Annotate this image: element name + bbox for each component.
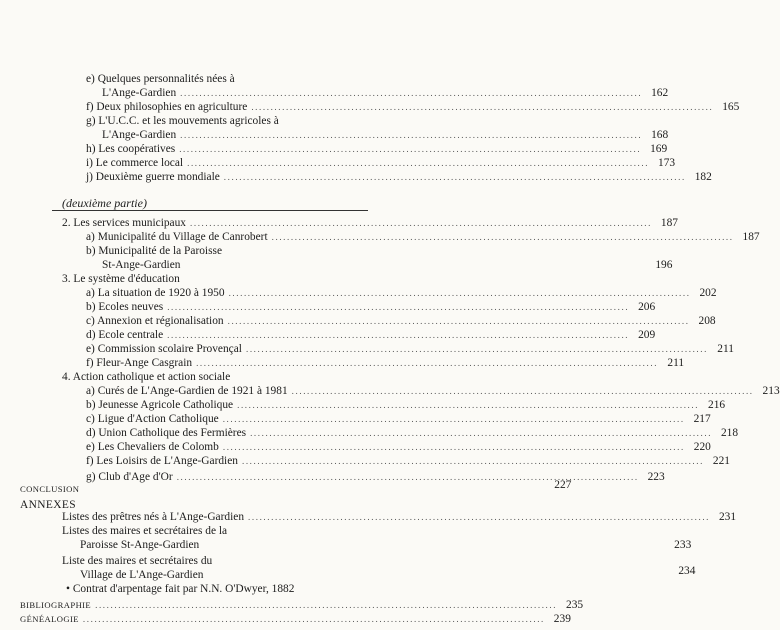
bibliographie-label: BIBLIOGRAPHIE	[20, 600, 92, 610]
toc-entry	[80, 565, 696, 582]
toc-entry-label: j) Deuxième guerre mondiale	[86, 171, 220, 183]
toc-top-level	[20, 598, 584, 612]
page-number: 196	[655, 259, 673, 271]
toc-entry-label: a) Municipalité du Village de Canrobert	[86, 231, 268, 243]
toc-entry	[86, 314, 716, 328]
leader-dots: ........................................................................................................................	[187, 158, 650, 168]
page-number: 187	[742, 231, 760, 243]
toc-entry-label: i) Le commerce local	[86, 157, 184, 169]
page-number: 217	[693, 413, 711, 425]
toc-entry-label: a) La situation de 1920 à 1950	[86, 287, 225, 299]
leader-dots: ........................................................................................................................	[241, 456, 704, 466]
page-number: 211	[667, 357, 685, 369]
toc-entry	[102, 86, 669, 100]
toc-entry-continuation: Village de L'Ange-Gardien	[80, 569, 204, 581]
page-number: 221	[712, 455, 730, 467]
toc-entry-label: f) Fleur-Ange Casgrain	[86, 357, 193, 369]
toc-entry-continuation: L'Ange-Gardien	[102, 129, 177, 141]
page-number: 211	[717, 343, 734, 355]
toc-entry-continuation: St-Ange-Gardien	[102, 259, 181, 271]
annexes-label: ANNEXES	[20, 499, 76, 511]
leader-dots: ........................................................................................................................	[250, 428, 713, 438]
page-number: 220	[693, 441, 711, 453]
toc-entry-label: a) Curés de L'Ange-Gardien de 1921 à 1981	[86, 385, 288, 397]
section-label: 2. Les services municipaux	[62, 217, 186, 229]
toc-entry-label: Listes des prêtres nés à L'Ange-Gardien	[62, 511, 245, 523]
page-number: 168	[651, 129, 669, 141]
toc-entry	[86, 230, 760, 244]
toc-entry	[86, 328, 656, 342]
leader-dots: ........................................................................................................................	[271, 232, 734, 242]
toc-entry-label: f) Les Loisirs de L'Ange-Gardien	[86, 455, 238, 467]
leader-dots: ........................................................................................................................	[95, 600, 558, 610]
page-number: 173	[658, 157, 676, 169]
toc-entry	[86, 412, 711, 426]
page-number: 187	[660, 217, 678, 229]
toc-entry	[86, 156, 676, 170]
genealogie-label: GÉNÉALOGIE	[20, 614, 79, 624]
page-number: 216	[708, 399, 726, 411]
toc-entry	[102, 258, 673, 272]
toc-entry-label: Liste des maires et secrétaires du	[62, 555, 213, 567]
toc-entry-label: e) Quelques personnalités nées à	[86, 73, 235, 85]
toc-entry	[86, 426, 739, 440]
page-number: 231	[718, 511, 737, 523]
page-number: 162	[651, 87, 669, 99]
page-number: 213	[762, 385, 780, 397]
toc-entry-label: g) L'U.C.C. et les mouvements agricoles à	[86, 115, 279, 127]
toc-entry-label: h) Les coopératives	[86, 143, 176, 155]
page-number: 182	[694, 171, 712, 183]
page-number: 235	[566, 599, 584, 611]
page-number: 234	[678, 565, 696, 577]
toc-entry	[80, 538, 692, 552]
page-number: 208	[698, 315, 716, 327]
leader-dots: ........................................................................................................................	[180, 88, 643, 98]
part-heading: (deuxième partie)	[62, 196, 147, 210]
toc-top-level	[20, 479, 572, 496]
toc-entry-label: Listes des maires et secrétaires de la	[62, 525, 228, 537]
toc-entry	[86, 170, 712, 184]
toc-entry-label: • Contrat d'arpentage fait par N.N. O'Dwyer, 1882	[66, 583, 295, 595]
leader-dots: ........................................................................................................................	[251, 102, 714, 112]
toc-entry-label: b) Jeunesse Agricole Catholique	[86, 399, 234, 411]
leader-dots: ........................................................................................................................	[291, 386, 754, 396]
page-number: 202	[699, 287, 717, 299]
toc-entry	[86, 100, 740, 114]
toc-entry-label: g) Club d'Age d'Or	[86, 471, 173, 483]
leader-dots: ........................................................................................................................	[222, 442, 685, 452]
section-label: 3. Le système d'éducation	[62, 273, 180, 285]
leader-dots: ........................................................................................................................	[222, 414, 685, 424]
divider	[52, 210, 368, 211]
toc-entry	[86, 384, 780, 398]
page-number: 239	[553, 613, 571, 625]
toc-entry	[86, 440, 711, 454]
leader-dots: ........................................................................................................................	[167, 302, 630, 312]
toc-top-level	[20, 612, 571, 626]
toc-entry	[86, 356, 685, 370]
leader-dots: ........................................................................................................................	[248, 512, 711, 522]
leader-dots: ........................................................................................................................	[223, 172, 686, 182]
toc-entry-label: f) Deux philosophies en agriculture	[86, 101, 248, 113]
toc-entry-label: d) Union Catholique des Fermières	[86, 427, 247, 439]
toc-entry	[102, 128, 669, 142]
toc-entry-continuation: L'Ange-Gardien	[102, 87, 177, 99]
toc-entry-label: c) Ligue d'Action Catholique	[86, 413, 219, 425]
toc-entry	[62, 510, 737, 524]
leader-dots: ........................................................................................................................	[179, 144, 642, 154]
page-number: 223	[647, 471, 665, 483]
leader-dots: ........................................................................................................................	[228, 288, 691, 298]
page-number: 218	[720, 427, 739, 439]
leader-dots: ........................................................................................................................	[167, 330, 630, 340]
toc-entry	[86, 142, 668, 156]
leader-dots: ........................................................................................................................	[245, 344, 708, 354]
conclusion-label: CONCLUSION	[20, 484, 80, 494]
toc-entry-label: c) Annexion et régionalisation	[86, 315, 224, 327]
leader-dots: ........................................................................................................................	[190, 218, 652, 228]
page-number: 233	[674, 539, 692, 551]
leader-dots: ........................................................................................................................	[180, 130, 643, 140]
page-number: 206	[638, 301, 656, 313]
page-number: 169	[650, 143, 668, 155]
toc-entry-label: e) Les Chevaliers de Colomb	[86, 441, 219, 453]
page-number: 227	[554, 479, 572, 491]
page-number: 165	[722, 101, 740, 113]
toc-entry-label: d) Ecole centrale	[86, 329, 164, 341]
leader-dots: ........................................................................................................................	[237, 400, 700, 410]
toc-entry-label: b) Ecoles neuves	[86, 301, 164, 313]
toc-entry-label: b) Municipalité de la Paroisse	[86, 245, 223, 257]
section-label: 4. Action catholique et action sociale	[62, 371, 231, 383]
toc-entry	[86, 286, 717, 300]
toc-entry-label: e) Commission scolaire Provençal	[86, 343, 242, 355]
page-number: 209	[638, 329, 656, 341]
toc-entry-continuation: Paroisse St-Ange-Gardien	[80, 539, 200, 551]
toc-section	[62, 216, 678, 230]
leader-dots: ........................................................................................................................	[196, 358, 659, 368]
toc-entry	[86, 342, 734, 356]
toc-entry	[86, 300, 656, 314]
leader-dots: ........................................................................................................................	[176, 472, 639, 482]
leader-dots: ........................................................................................................................	[82, 614, 545, 624]
leader-dots: ........................................................................................................................	[227, 316, 690, 326]
toc-entry	[86, 398, 726, 412]
